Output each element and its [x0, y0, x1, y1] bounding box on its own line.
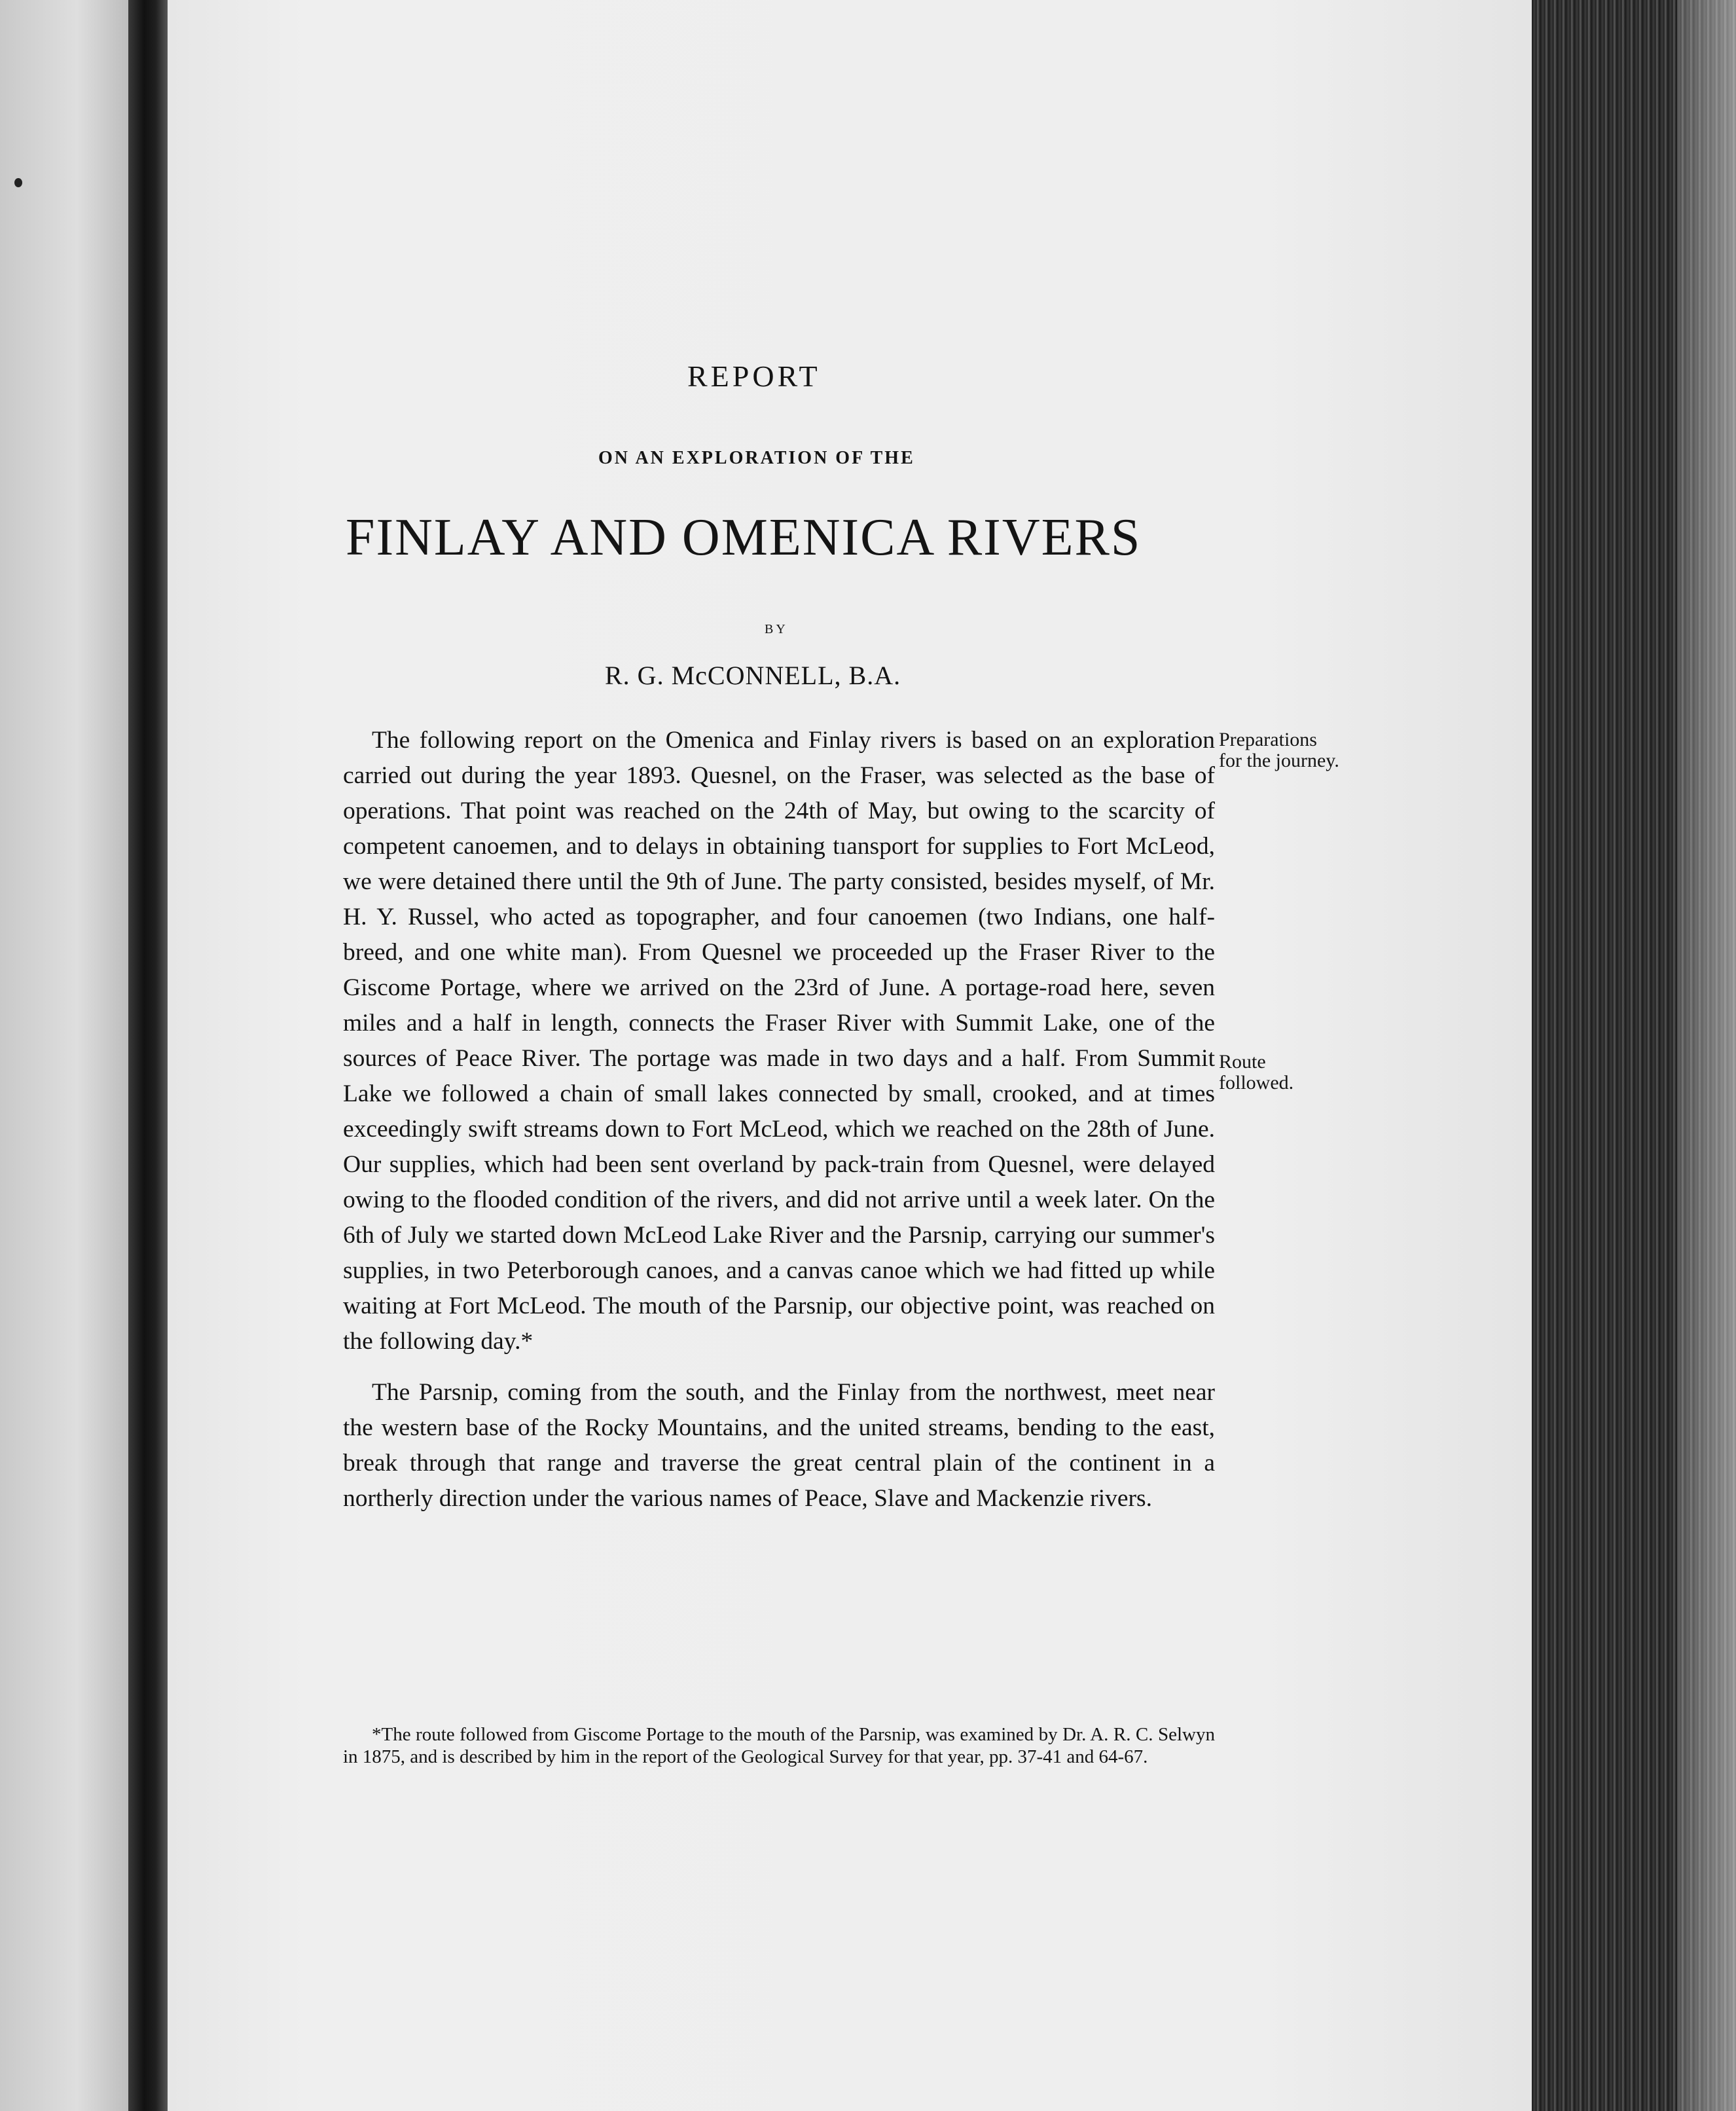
scan-speck — [14, 178, 22, 187]
footnote: *The route followed from Giscome Portage to the mouth of the Parsnip, was examined by Dr. A. R. C. Selwyn in 1875, and is described by him in the report of the Geological Survey for that year, pp. 37-41 and 64-67. — [343, 1724, 1215, 1767]
report-main-title: FINLAY AND OMENICA RIVERS — [346, 509, 1142, 566]
report-subheading: ON AN EXPLORATION OF THE — [598, 448, 915, 468]
report-heading: REPORT — [687, 359, 821, 393]
body-paragraph-1: The following report on the Omenica and Finlay rivers is based on an exploration carried out during the year 1893. Quesnel, on the Fraser, was selected as the base of operations. That point was reached on the 24th of May, but owing to the scarcity of competent canoemen, and to delays in obtaining tıansport for supplies to Fort McLeod, we were detained there until the 9th of June. The party consisted, besides myself, of Mr. H. Y. Russel, who acted as topographer, and four canoemen (two Indians, one half-breed, and one white man). From Quesnel we proceeded up the Fraser River to the Giscome Portage, where we arrived on the 23rd of June. A portage-road here, seven miles and a half in length, connects the Fraser River with Summit Lake, one of the sources of Peace River. The portage was made in two days and a half. From Summit Lake we followed a chain of small lakes connected by small, crooked, and at times exceedingly swift streams down to Fort McLeod, which we reached on the 28th of June. Our supplies, which had been sent overland by pack-train from Quesnel, were delayed owing to the flooded condition of the rivers, and did not arrive until a week later. On the 6th of July we started down McLeod Lake River and the Parsnip, carrying our summer's supplies, in two Peterborough canoes, and a canvas canoe which we had fitted up while waiting at Fort McLeod. The mouth of the Parsnip, our objective point, was reached on the following day.* — [343, 727, 1215, 1355]
margin-note-preparations: Preparations for the journey. — [1219, 729, 1339, 771]
margin-note-route: Route followed. — [1219, 1051, 1294, 1093]
page-edges — [1532, 0, 1736, 2111]
book-gutter — [128, 0, 168, 2111]
report-body — [343, 723, 1215, 1516]
body-paragraph-2: The Parsnip, coming from the south, and the Finlay from the northwest, meet near the western base of the Rocky Mountains, and the united streams, bending to the east, break through that range and traverse the great central plain of the continent in a northerly direction under the various names of Peace, Slave and Mackenzie rivers. — [343, 1379, 1215, 1512]
byline-label: BY — [765, 622, 788, 636]
previous-page-strip — [0, 0, 128, 2111]
author-name: R. G. McCONNELL, B.A. — [605, 661, 901, 690]
